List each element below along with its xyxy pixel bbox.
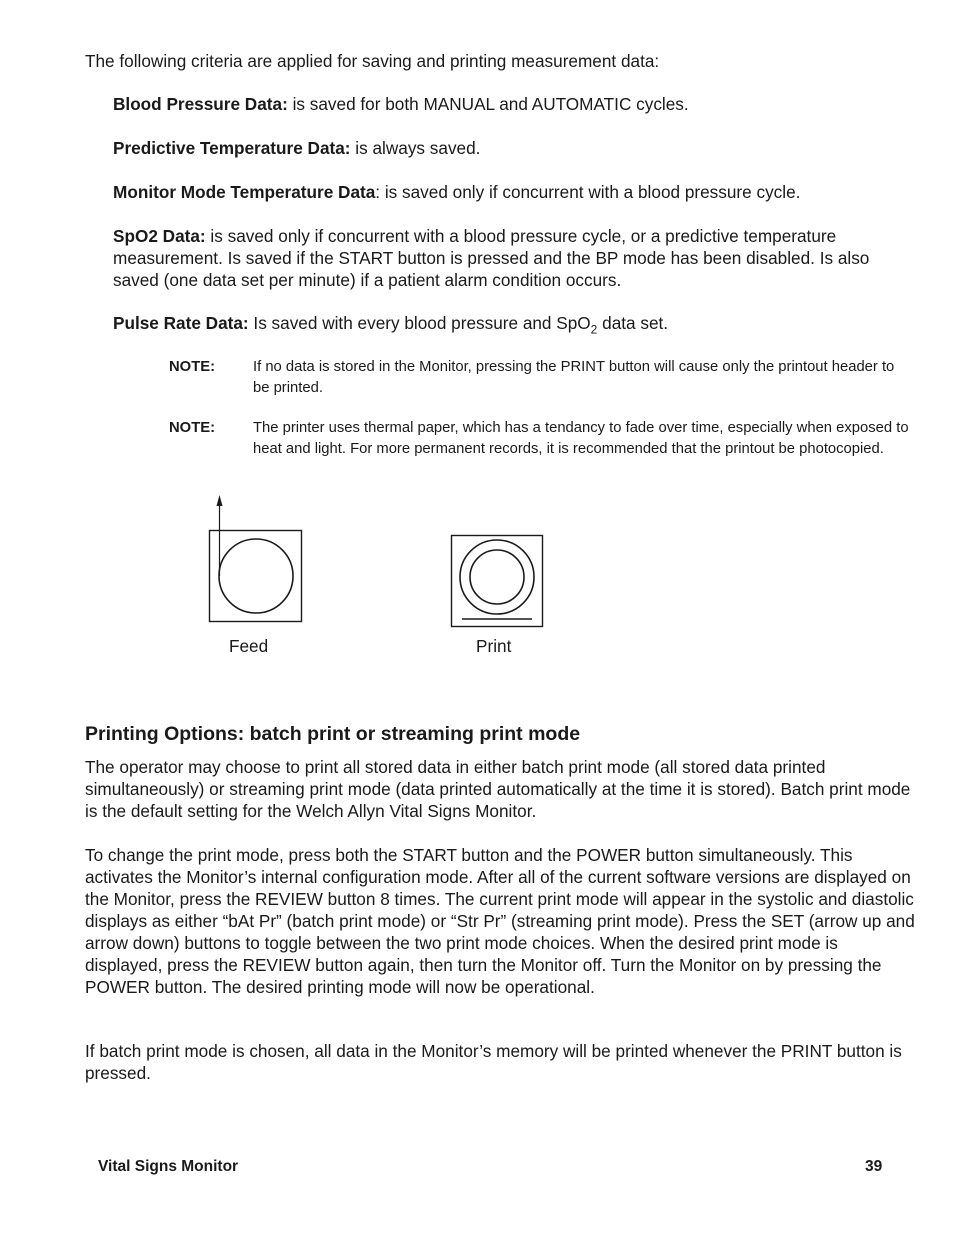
criterion-pulse-rate: [113, 312, 913, 340]
criterion-spo2: [113, 225, 913, 291]
feed-button-frame: [210, 531, 302, 622]
criterion-predictive-temperature: [113, 137, 913, 159]
feed-button-icon: [219, 539, 293, 613]
print-button-icon: [470, 550, 524, 604]
criterion-label: Blood Pressure Data:: [113, 94, 288, 114]
note-text: If no data is stored in the Monitor, pressing the PRINT button will cause only the printout header to be printed.: [253, 359, 895, 396]
note-label: NOTE:: [169, 359, 216, 375]
footer-page-number: 39: [865, 1158, 883, 1175]
criterion-text: : is saved only if concurrent with a blood pressure cycle.: [375, 182, 801, 202]
print-button-frame: [452, 536, 543, 627]
criterion-text: is always saved.: [350, 138, 481, 158]
section-paragraph-3: If batch print mode is chosen, all data in the Monitor’s memory will be printed whenever the PRINT button is pressed.: [85, 1041, 902, 1083]
criterion-label: Monitor Mode Temperature Data: [113, 182, 376, 202]
criterion-text: is saved for both MANUAL and AUTOMATIC cycles.: [287, 94, 689, 114]
up-arrow-icon: [217, 495, 223, 506]
section-heading: Printing Options: batch print or streaming print mode: [85, 723, 581, 745]
criterion-label: SpO2 Data:: [113, 226, 206, 246]
note-label: NOTE:: [169, 420, 216, 436]
feed-button-illustration: [200, 492, 310, 627]
intro-text: The following criteria are applied for saving and printing measurement data:: [85, 51, 660, 71]
print-button-outer-ring: [460, 540, 534, 614]
section-paragraph-2: To change the print mode, press both the START button and the POWER button simultaneously. This activates the Monitor’s internal configuration mode. After all of the current software versions are displayed on the Monitor, press the REVIEW button 8 times. The current print mode will appear in the systolic and diastolic displays as either “bAt Pr” (batch print mode) or “Str Pr” (streaming print mode). Press the SET (arrow up and arrow down) buttons to toggle between the two print mode choices. When the desired print mode is displayed, press the REVIEW button again, then turn the Monitor off. Turn the Monitor on by pressing the POWER button. The desired printing mode will now be operational.: [85, 845, 915, 997]
footer-title: Vital Signs Monitor: [98, 1158, 239, 1175]
criterion-subscript: 2: [590, 322, 598, 337]
criterion-label: Predictive Temperature Data:: [113, 138, 351, 158]
print-button-illustration: [448, 532, 548, 630]
note-text: The printer uses thermal paper, which has a tendancy to fade over time, especially when exposed to heat and light. For more permanent records, it is recommended that the printout be photocopied.: [253, 420, 909, 457]
criterion-label: Pulse Rate Data:: [113, 313, 249, 333]
section-paragraph-1: The operator may choose to print all stored data in either batch print mode (all stored data printed simultaneously) or streaming print mode (data printed automatically at the time it is stored). Batch print mode is the default setting for the Welch Allyn Vital Signs Monitor.: [85, 757, 911, 821]
print-label: Print: [476, 636, 512, 656]
feed-label: Feed: [229, 636, 269, 656]
criterion-text-end: data set.: [597, 313, 669, 333]
criterion-text: is saved only if concurrent with a blood pressure cycle, or a predictive temperature measurement. Is saved if the START button is pressed and the BP mode has been disabled. Is also saved (one data set per minute) if a patient alarm condition occurs.: [113, 226, 870, 290]
criterion-text: Is saved with every blood pressure and SpO: [248, 313, 591, 333]
criterion-blood-pressure: [113, 93, 913, 115]
criterion-monitor-mode-temperature: [113, 181, 913, 203]
